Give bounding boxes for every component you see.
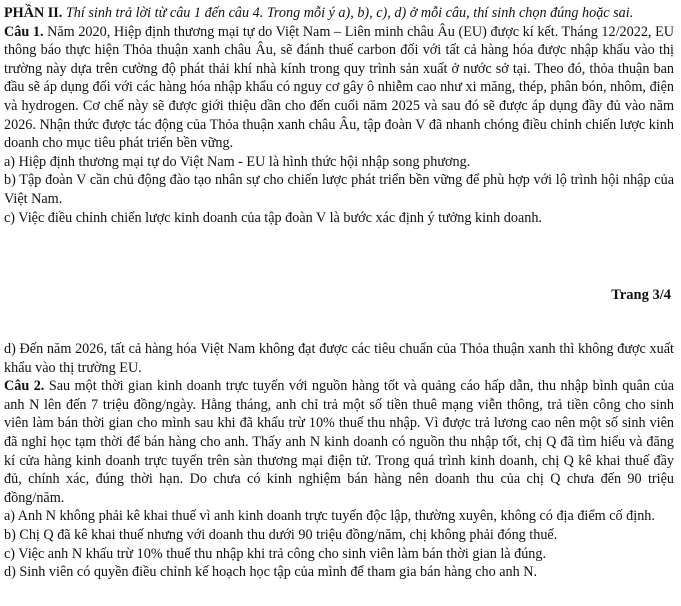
- page-number-label: Trang 3/4: [611, 287, 671, 303]
- part-heading: [4, 4, 674, 23]
- question-2-option-a: a) Anh N không phải kê khai thuế vì anh kinh doanh trực tuyến độc lập, thường xuyên, không có địa điểm cố định.: [4, 508, 655, 525]
- question-1-option-a: a) Hiệp định thương mại tự do Việt Nam - EU là hình thức hội nhập song phương.: [4, 153, 471, 170]
- question-1-option-c: c) Việc điều chỉnh chiến lược kinh doanh của tập đoàn V là bước xác định ý tưởng kinh doanh.: [4, 209, 543, 226]
- top-section: [4, 4, 674, 227]
- bottom-section: [4, 340, 674, 582]
- question-2-text: Sau một thời gian kinh doanh trực tuyến với nguồn hàng tốt và quảng cáo hấp dẫn, thu nhập bình quân của anh N lên đến 7 triệu đồng/ngày. Hằng tháng, anh chỉ trả một số tiền thuê mạng viễn thông, trả tiền công cho sinh viên làm bán thời gian cho mình sau khi đã khấu trừ 10% thuế thu nhập. Vì được trả lương cao nên một số sinh viên đã nghỉ học tạm thời để bán hàng cho anh. Thấy anh N kinh doanh có nguồn thu nhập tốt, chị Q đã tìm hiểu và đăng kí cửa hàng kinh doanh trực tuyến trên sàn thương mại điện tử. Trong quá trình kinh doanh, chị Q kê khai thuế đầy đủ, chính xác, đúng thời hạn. Do chưa có kinh nghiệm bán hàng nên doanh thu của chị Q chưa đến 90 triệu đồng/năm.: [4, 378, 674, 506]
- question-1-text: Năm 2020, Hiệp định thương mại tự do Việt Nam – Liên minh châu Âu (EU) được kí kết. Tháng 12/2022, EU thông báo thực hiện Thỏa thuận xanh châu Âu, sẽ đánh thuế carbon đối với tất cả hàng hóa được nhập khẩu vào thị trường này dựa trên cường độ phát thải khí nhà kính trong quy trình sản xuất ở nước sở tại. Theo đó, thỏa thuận ban đầu sẽ áp dụng đối với các hàng hóa nhập khẩu có nguy cơ gây ô nhiễm cao như xi măng, thép, phân bón, nhôm, điện và hydrogen. Cơ chế này sẽ được giới thiệu dần cho đến cuối năm 2025 và sau đó sẽ được áp dụng đầy đủ vào năm 2026. Nhận thức được tác động của Thỏa thuận xanh châu Âu, tập đoàn V đã nhanh chóng điều chỉnh chiến lược kinh doanh cho mục tiêu phát triển bền vững.: [4, 23, 675, 152]
- page-number: [611, 286, 671, 305]
- question-1: [4, 23, 674, 153]
- question-2-option-d: d) Sinh viên có quyền điều chỉnh kế hoạch học tập của mình để tham gia bán hàng cho anh N.: [4, 564, 538, 581]
- part-instruction: Thí sinh trả lời từ câu 1 đến câu 4. Trong mỗi ý a), b), c), d) ở mỗi câu, thí sinh chọn đúng hoặc sai.: [65, 5, 634, 21]
- question-1-option-b: b) Tập đoàn V cần chủ động đào tạo nhân sự cho chiến lược phát triển bền vững để phù hợp với lộ trình hội nhập của Việt Nam.: [4, 172, 674, 207]
- part-title: PHẦN II.: [4, 5, 63, 21]
- question-2-option-c: c) Việc anh N khấu trừ 10% thuế thu nhập khi trả công cho sinh viên làm bán thời gian là đúng.: [4, 545, 547, 562]
- question-1-option-d: d) Đến năm 2026, tất cả hàng hóa Việt Nam không đạt được các tiêu chuẩn của Thỏa thuận xanh thì không được xuất khẩu vào thị trường EU.: [4, 341, 674, 376]
- question-2-option-b: b) Chị Q đã kê khai thuế nhưng với doanh thu dưới 90 triệu đồng/năm, chị không phải đóng thuế.: [4, 526, 558, 543]
- question-2: [4, 377, 674, 507]
- question-1-label: Câu 1.: [4, 23, 44, 40]
- question-2-label: Câu 2.: [4, 378, 45, 395]
